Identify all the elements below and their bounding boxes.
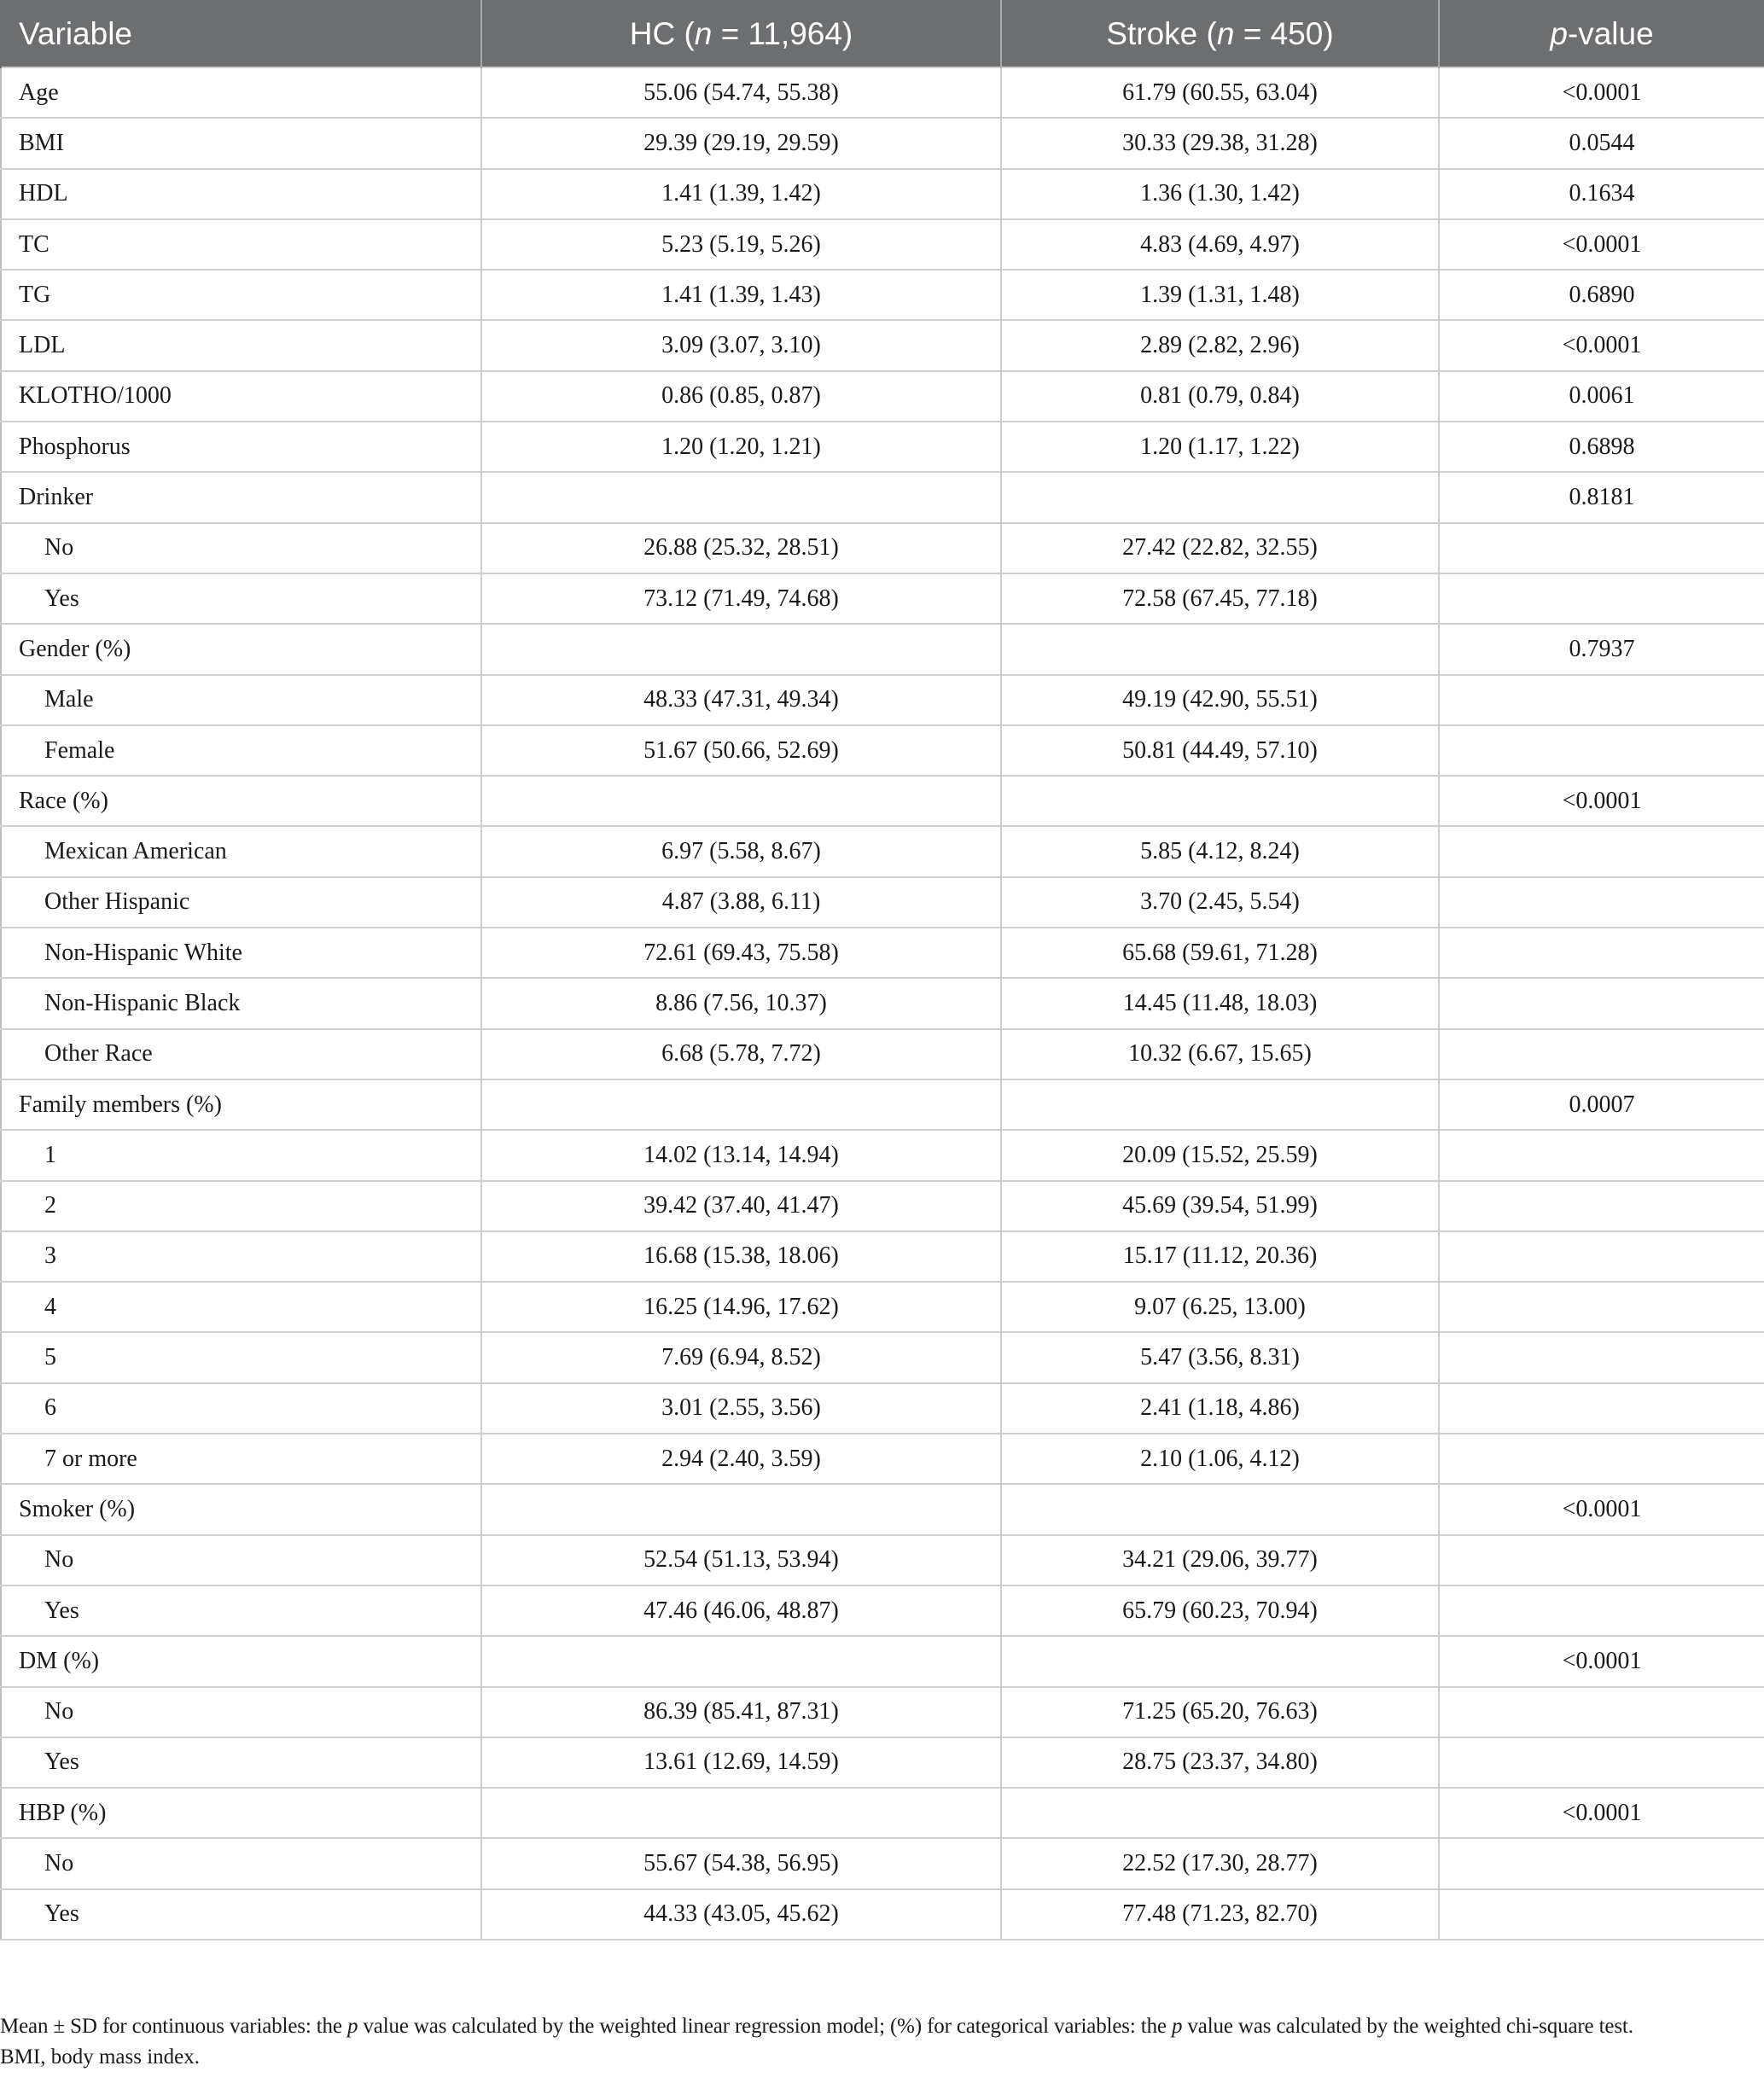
cell-variable: Family members (%) [1,1079,481,1130]
cell-stroke: 14.45 (11.48, 18.03) [1001,978,1439,1028]
header-p-value: p-value [1439,1,1764,67]
cell-variable: Phosphorus [1,422,481,472]
table-row [1,1079,1764,1130]
cell-variable: Yes [1,1737,481,1788]
cell-stroke: 65.68 (59.61, 71.28) [1001,928,1439,978]
cell-hc [481,1484,1001,1534]
cell-p-value [1439,978,1764,1028]
table-row [1,67,1764,118]
cell-p-value [1439,1181,1764,1231]
table-row [1,523,1764,573]
header-variable: Variable [1,1,481,67]
cell-p-value [1439,1586,1764,1636]
cell-variable: BMI [1,118,481,168]
cell-stroke [1001,472,1439,522]
table-row [1,776,1764,826]
cell-hc: 16.68 (15.38, 18.06) [481,1231,1001,1282]
cell-p-value [1439,1332,1764,1382]
table-header-row [1,1,1764,67]
cell-variable: 5 [1,1332,481,1382]
table-row [1,1636,1764,1686]
table-body [1,67,1764,1940]
cell-hc: 1.41 (1.39, 1.43) [481,270,1001,320]
cell-hc: 5.23 (5.19, 5.26) [481,219,1001,270]
cell-p-value: <0.0001 [1439,1484,1764,1534]
cell-hc: 7.69 (6.94, 8.52) [481,1332,1001,1382]
table-row [1,1130,1764,1180]
cell-hc: 55.06 (54.74, 55.38) [481,67,1001,118]
table-row [1,978,1764,1028]
cell-hc: 86.39 (85.41, 87.31) [481,1687,1001,1737]
table-row [1,1434,1764,1484]
cell-hc: 73.12 (71.49, 74.68) [481,573,1001,624]
cell-hc: 6.68 (5.78, 7.72) [481,1029,1001,1079]
table-row [1,1383,1764,1434]
table-row [1,877,1764,928]
cell-hc: 3.01 (2.55, 3.56) [481,1383,1001,1434]
table-row [1,118,1764,168]
cell-variable: Non-Hispanic Black [1,978,481,1028]
cell-p-value: 0.0544 [1439,118,1764,168]
cell-variable: 2 [1,1181,481,1231]
table-row [1,320,1764,370]
cell-variable: 4 [1,1282,481,1332]
cell-hc [481,776,1001,826]
table-row [1,1889,1764,1940]
cell-hc: 0.86 (0.85, 0.87) [481,371,1001,422]
cell-hc: 2.94 (2.40, 3.59) [481,1434,1001,1484]
cell-hc: 52.54 (51.13, 53.94) [481,1535,1001,1586]
cell-stroke [1001,1079,1439,1130]
table-row [1,1687,1764,1737]
cell-variable: Non-Hispanic White [1,928,481,978]
table-row [1,1586,1764,1636]
cell-variable: Race (%) [1,776,481,826]
cell-variable: No [1,1838,481,1888]
cell-p-value: <0.0001 [1439,1788,1764,1838]
cell-hc: 1.20 (1.20, 1.21) [481,422,1001,472]
table-row [1,422,1764,472]
table-row [1,169,1764,219]
cell-hc: 48.33 (47.31, 49.34) [481,675,1001,725]
cell-stroke: 34.21 (29.06, 39.77) [1001,1535,1439,1586]
cell-variable: Other Hispanic [1,877,481,928]
cell-stroke [1001,624,1439,674]
cell-hc: 26.88 (25.32, 28.51) [481,523,1001,573]
cell-p-value [1439,1130,1764,1180]
cell-hc: 29.39 (29.19, 29.59) [481,118,1001,168]
cell-variable: No [1,523,481,573]
cell-stroke [1001,1484,1439,1534]
cell-p-value [1439,877,1764,928]
cell-stroke: 20.09 (15.52, 25.59) [1001,1130,1439,1180]
cell-p-value [1439,1889,1764,1940]
cell-p-value: 0.7937 [1439,624,1764,674]
cell-variable: Drinker [1,472,481,522]
cell-p-value [1439,1535,1764,1586]
table-row [1,219,1764,270]
cell-p-value: 0.6898 [1439,422,1764,472]
cell-variable: Other Race [1,1029,481,1079]
cell-p-value [1439,1029,1764,1079]
cell-stroke: 10.32 (6.67, 15.65) [1001,1029,1439,1079]
cell-variable: Age [1,67,481,118]
table-row [1,1231,1764,1282]
cell-p-value [1439,1838,1764,1888]
table-row [1,1484,1764,1534]
cell-variable: TC [1,219,481,270]
cell-hc: 44.33 (43.05, 45.62) [481,1889,1001,1940]
cell-p-value: 0.8181 [1439,472,1764,522]
cell-variable: Yes [1,573,481,624]
cell-stroke: 5.85 (4.12, 8.24) [1001,826,1439,876]
cell-hc: 3.09 (3.07, 3.10) [481,320,1001,370]
cell-variable: Male [1,675,481,725]
cell-p-value [1439,675,1764,725]
cell-stroke: 28.75 (23.37, 34.80) [1001,1737,1439,1788]
table-row [1,928,1764,978]
cell-variable: KLOTHO/1000 [1,371,481,422]
cell-stroke [1001,1636,1439,1686]
cell-hc [481,1788,1001,1838]
cell-p-value: <0.0001 [1439,219,1764,270]
cell-stroke: 2.89 (2.82, 2.96) [1001,320,1439,370]
cell-variable: No [1,1535,481,1586]
cell-stroke: 2.41 (1.18, 4.86) [1001,1383,1439,1434]
cell-hc: 4.87 (3.88, 6.11) [481,877,1001,928]
cell-hc [481,472,1001,522]
cell-p-value: <0.0001 [1439,320,1764,370]
table-row [1,725,1764,776]
table-row [1,1029,1764,1079]
cell-hc [481,1636,1001,1686]
cell-stroke: 4.83 (4.69, 4.97) [1001,219,1439,270]
cell-hc: 51.67 (50.66, 52.69) [481,725,1001,776]
footnote-line-1: Mean ± SD for continuous variables: the p value was calculated by the weighted linear regression model; (%) for categorical variables: the p value was calculated by the weighted chi-square test. [0,2015,1633,2038]
cell-p-value: 0.1634 [1439,169,1764,219]
cell-p-value [1439,1434,1764,1484]
cell-hc: 16.25 (14.96, 17.62) [481,1282,1001,1332]
cell-stroke: 2.10 (1.06, 4.12) [1001,1434,1439,1484]
table-row [1,1737,1764,1788]
cell-p-value [1439,1737,1764,1788]
cell-stroke: 3.70 (2.45, 5.54) [1001,877,1439,928]
cell-p-value: <0.0001 [1439,1636,1764,1686]
cell-variable: No [1,1687,481,1737]
table-row [1,573,1764,624]
cell-variable: Female [1,725,481,776]
cell-p-value [1439,826,1764,876]
cell-hc: 47.46 (46.06, 48.87) [481,1586,1001,1636]
cell-variable: 7 or more [1,1434,481,1484]
cell-stroke: 50.81 (44.49, 57.10) [1001,725,1439,776]
footnote-line-2: BMI, body mass index. [0,2045,201,2068]
cell-stroke [1001,776,1439,826]
table-row [1,624,1764,674]
cell-stroke: 1.20 (1.17, 1.22) [1001,422,1439,472]
cell-hc: 8.86 (7.56, 10.37) [481,978,1001,1028]
table-row [1,1838,1764,1888]
header-hc: HC (n = 11,964) [481,1,1001,67]
cell-p-value: 0.0007 [1439,1079,1764,1130]
cell-stroke: 15.17 (11.12, 20.36) [1001,1231,1439,1282]
table-row [1,1181,1764,1231]
cell-variable: Gender (%) [1,624,481,674]
cell-stroke: 45.69 (39.54, 51.99) [1001,1181,1439,1231]
cell-variable: TG [1,270,481,320]
cell-stroke: 0.81 (0.79, 0.84) [1001,371,1439,422]
cell-p-value [1439,523,1764,573]
cell-p-value: 0.0061 [1439,371,1764,422]
table-row [1,270,1764,320]
table-row [1,1535,1764,1586]
cell-p-value [1439,928,1764,978]
cell-variable: Yes [1,1889,481,1940]
cell-stroke: 27.42 (22.82, 32.55) [1001,523,1439,573]
cell-variable: Yes [1,1586,481,1636]
cell-p-value [1439,573,1764,624]
cell-stroke: 1.39 (1.31, 1.48) [1001,270,1439,320]
cell-p-value [1439,1687,1764,1737]
cell-p-value: 0.6890 [1439,270,1764,320]
cell-variable: Mexican American [1,826,481,876]
table-row [1,826,1764,876]
cell-hc: 14.02 (13.14, 14.94) [481,1130,1001,1180]
cell-hc: 55.67 (54.38, 56.95) [481,1838,1001,1888]
cell-stroke: 49.19 (42.90, 55.51) [1001,675,1439,725]
cell-stroke: 22.52 (17.30, 28.77) [1001,1838,1439,1888]
cell-hc [481,624,1001,674]
cell-stroke: 72.58 (67.45, 77.18) [1001,573,1439,624]
cell-stroke: 77.48 (71.23, 82.70) [1001,1889,1439,1940]
cell-variable: LDL [1,320,481,370]
table-row [1,1282,1764,1332]
cell-p-value [1439,1383,1764,1434]
cell-stroke: 9.07 (6.25, 13.00) [1001,1282,1439,1332]
cell-variable: HBP (%) [1,1788,481,1838]
cell-p-value [1439,725,1764,776]
cell-stroke [1001,1788,1439,1838]
table-row [1,1788,1764,1838]
table-row [1,1332,1764,1382]
cell-hc: 13.61 (12.69, 14.59) [481,1737,1001,1788]
table-row [1,371,1764,422]
header-stroke: Stroke (n = 450) [1001,1,1439,67]
cell-stroke: 5.47 (3.56, 8.31) [1001,1332,1439,1382]
cell-variable: Smoker (%) [1,1484,481,1534]
cell-stroke: 30.33 (29.38, 31.28) [1001,118,1439,168]
cell-p-value: <0.0001 [1439,776,1764,826]
cell-hc: 1.41 (1.39, 1.42) [481,169,1001,219]
table-footnote [0,2011,1764,2073]
cell-variable: 3 [1,1231,481,1282]
cell-hc: 72.61 (69.43, 75.58) [481,928,1001,978]
cell-variable: 6 [1,1383,481,1434]
cell-p-value [1439,1231,1764,1282]
cell-variable: DM (%) [1,1636,481,1686]
cell-p-value [1439,1282,1764,1332]
cell-stroke: 61.79 (60.55, 63.04) [1001,67,1439,118]
cell-variable: 1 [1,1130,481,1180]
cell-hc: 6.97 (5.58, 8.67) [481,826,1001,876]
table-row [1,675,1764,725]
cell-hc [481,1079,1001,1130]
cell-variable: HDL [1,169,481,219]
cell-stroke: 71.25 (65.20, 76.63) [1001,1687,1439,1737]
table-row [1,472,1764,522]
cell-stroke: 65.79 (60.23, 70.94) [1001,1586,1439,1636]
cell-stroke: 1.36 (1.30, 1.42) [1001,169,1439,219]
cell-p-value: <0.0001 [1439,67,1764,118]
cell-hc: 39.42 (37.40, 41.47) [481,1181,1001,1231]
